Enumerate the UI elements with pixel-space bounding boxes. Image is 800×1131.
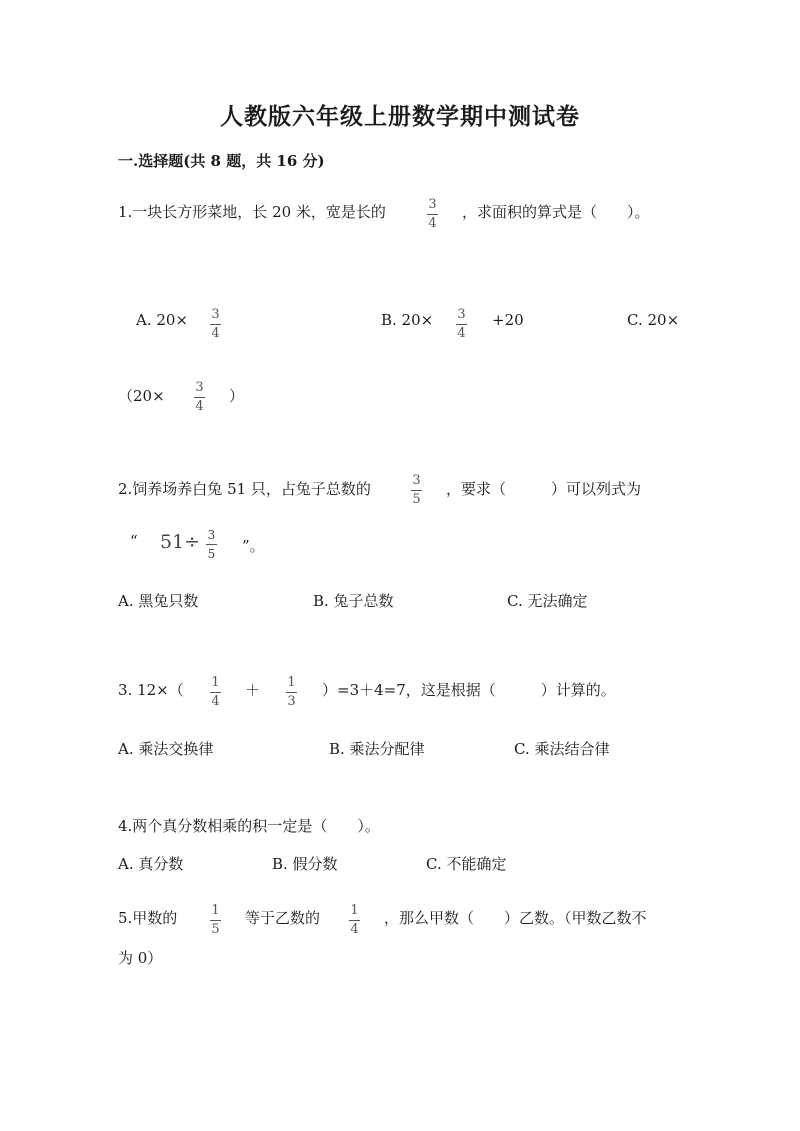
fraction-bar (286, 692, 297, 693)
fraction-numerator: 3 (195, 380, 204, 395)
question-3-stem-start: 3. 12×（ (118, 681, 184, 699)
question-1-stem-end: ，求面积的算式是（ ）。 (462, 203, 650, 221)
fraction-denominator: 3 (287, 694, 296, 709)
fraction-denominator: 4 (211, 326, 220, 341)
question-3-option-a[interactable]: A. 乘法交换律 (118, 740, 214, 758)
fraction-denominator: 4 (428, 216, 437, 231)
fraction-bar (210, 692, 221, 693)
fraction-numerator: 1 (350, 903, 359, 918)
question-1-option-b-suffix: +20 (492, 311, 524, 329)
fraction-denominator: 4 (195, 399, 204, 414)
question-2-option-a[interactable]: A. 黑兔只数 (118, 592, 199, 610)
fraction-bar (206, 544, 217, 545)
question-3-stem-end: ）=3＋4=7，这是根据（ ）计算的。 (322, 681, 616, 699)
question-5-stem-end: ，那么甲数（ ）乙数。（甲数乙数不 (384, 909, 647, 927)
fraction-denominator: 4 (211, 694, 220, 709)
fraction-denominator: 4 (457, 326, 466, 341)
question-3-plus: ＋ (245, 681, 261, 699)
fraction-denominator: 5 (412, 492, 421, 507)
question-2-expression: 51÷ (160, 531, 201, 553)
fraction-bar (349, 920, 360, 921)
question-5-stem-start: 5.甲数的 (118, 909, 178, 927)
question-1-option-a[interactable]: A. 20× (136, 311, 189, 329)
question-4-stem: 4.两个真分数相乘的积一定是（ ）。 (118, 817, 380, 835)
fraction-denominator: 4 (350, 922, 359, 937)
question-2-fraction (411, 474, 422, 507)
question-4-option-c[interactable]: C. 不能确定 (426, 855, 507, 873)
fraction-numerator: 3 (412, 473, 421, 488)
fraction-denominator: 5 (211, 922, 220, 937)
fraction-bar (411, 490, 422, 491)
question-1-option-a-fraction (210, 308, 221, 341)
fraction-numerator: 3 (211, 307, 220, 322)
question-1-option-c-fraction (194, 381, 205, 414)
fraction-bar (210, 324, 221, 325)
question-1-option-c-close: ） (229, 387, 245, 405)
question-1-stem-start: 1.一块长方形菜地，长 20 米，宽是长的 (118, 203, 386, 221)
question-5-fraction-2 (349, 904, 360, 937)
question-2-option-b[interactable]: B. 兔子总数 (313, 592, 394, 610)
question-5-stem-line2: 为 0） (118, 949, 163, 967)
fraction-numerator: 1 (287, 675, 296, 690)
question-1-option-b[interactable]: B. 20× (381, 311, 434, 329)
question-4-option-a[interactable]: A. 真分数 (118, 855, 184, 873)
fraction-bar (456, 324, 467, 325)
question-1-option-c-continued: （20× (118, 387, 165, 405)
question-1-option-b-fraction (456, 308, 467, 341)
question-5-stem-middle: 等于乙数的 (245, 909, 321, 927)
page-title: 人教版六年级上册数学期中测试卷 (220, 103, 580, 130)
fraction-numerator: 3 (207, 528, 216, 542)
question-2-stem-end: ，要求（ ）可以列式为 (446, 480, 642, 498)
fraction-numerator: 1 (211, 903, 220, 918)
question-2-open-quote: “ (130, 532, 138, 550)
fraction-bar (427, 214, 438, 215)
question-2-close-quote: ”。 (242, 537, 265, 555)
question-2-expression-fraction (206, 528, 217, 561)
question-5-fraction-1 (210, 904, 221, 937)
fraction-numerator: 1 (211, 675, 220, 690)
question-3-option-b[interactable]: B. 乘法分配律 (329, 740, 425, 758)
question-4-option-b[interactable]: B. 假分数 (272, 855, 338, 873)
question-2-option-c[interactable]: C. 无法确定 (507, 592, 588, 610)
fraction-bar (210, 920, 221, 921)
question-1-option-c[interactable]: C. 20× (627, 311, 680, 329)
fraction-numerator: 3 (457, 307, 466, 322)
question-3-fraction-2 (286, 676, 297, 709)
question-1-fraction (427, 198, 438, 231)
question-3-option-c[interactable]: C. 乘法结合律 (514, 740, 610, 758)
question-2-stem-start: 2.饲养场养白兔 51 只，占兔子总数的 (118, 480, 371, 498)
fraction-numerator: 3 (428, 197, 437, 212)
fraction-bar (194, 397, 205, 398)
fraction-denominator: 5 (207, 547, 216, 561)
section-heading: 一.选择题(共 8 题，共 16 分) (118, 152, 325, 170)
question-3-fraction-1 (210, 676, 221, 709)
